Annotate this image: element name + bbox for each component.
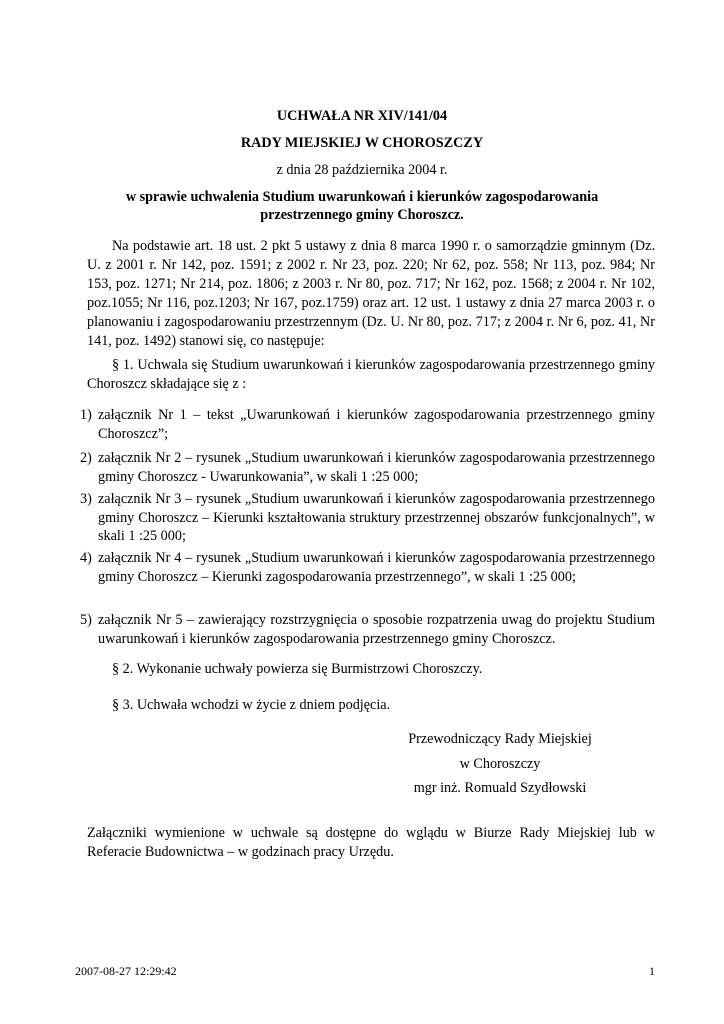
- section-2: § 2. Wykonanie uchwały powierza się Burmistrzowi Choroszczy.: [112, 661, 483, 677]
- list-item-text: załącznik Nr 2 – rysunek „Studium uwarunkowań i kierunków zagospodarowania przestrzennego gminy Choroszcz - Uwarunkowania”, w skali 1 :25 000;: [98, 450, 655, 485]
- section-3: § 3. Uchwała wchodzi w życie z dniem podjęcia.: [112, 697, 391, 713]
- subject-line-2: przestrzennego gminy Choroszcz.: [260, 207, 464, 223]
- list-item-text: załącznik Nr 5 – zawierający rozstrzygnięcia o sposobie rozpatrzenia uwag do projektu Studium uwarunkowań i kierunków zagospodarowania przestrzennego gminy Choroszcz.: [98, 612, 655, 647]
- list-item-number: 2): [80, 450, 92, 466]
- footer-timestamp: 2007-08-27 12:29:42: [75, 964, 177, 978]
- list-item-text: załącznik Nr 3 – rysunek „Studium uwarunkowań i kierunków zagospodarowania przestrzennego gminy Choroszcz – Kierunki kształtowania struktury przestrzennej obszarów funkcjonalnych”, w skali 1 :25 000;: [98, 491, 655, 544]
- list-item-text: załącznik Nr 4 – rysunek „Studium uwarunkowań i kierunków zagospodarowania przestrzennego gminy Choroszcz – Kierunki zagospodarowania przestrzennego”, w skali 1 :25 000;: [98, 550, 655, 585]
- list-item: [80, 611, 655, 648]
- section-1: § 1. Uchwala się Studium uwarunkowań i kierunków zagospodarowania przestrzennego gminy Choroszcz składające się z :: [87, 357, 655, 392]
- list-item: [80, 490, 655, 546]
- signature-name: mgr inż. Romuald Szydłowski: [413, 780, 587, 796]
- page-number: 1: [649, 964, 655, 978]
- resolution-title: UCHWAŁA NR XIV/141/04: [276, 108, 448, 124]
- list-item: [80, 406, 655, 443]
- list-item-number: 5): [80, 612, 92, 628]
- list-item-number: 3): [80, 491, 92, 507]
- subject-line-1: w sprawie uchwalenia Studium uwarunkowań i kierunków zagospodarowania: [125, 189, 599, 205]
- list-item-text: załącznik Nr 1 – tekst „Uwarunkowań i kierunków zagospodarowania przestrzennego gminy Choroszcz”;: [98, 407, 655, 442]
- resolution-date: z dnia 28 października 2004 r.: [276, 162, 448, 178]
- list-item: [80, 449, 655, 486]
- signature-place: w Choroszczy: [459, 756, 541, 772]
- attachments-note: Załączniki wymienione w uchwale są dostępne do wglądu w Biurze Rady Miejskiej lub w Referacie Budownictwa – w godzinach pracy Urzędu.: [87, 825, 655, 860]
- preamble: Na podstawie art. 18 ust. 2 pkt 5 ustawy z dnia 8 marca 1990 r. o samorządzie gminnym (Dz. U. z 2001 r. Nr 142, poz. 1591; z 2002 r. Nr 23, poz. 220; Nr 62, poz. 558; Nr 113, poz. 984; Nr 153, poz. 1271; Nr 214, poz. 1806; z 2003 r. Nr 80, poz. 717; Nr 162, poz. 1568; z 2004 r. Nr 102, poz.1055; Nr 116, poz.1203; Nr 167, poz.1759) oraz art. 12 ust. 1 ustawy z dnia 27 marca 2003 r. o planowaniu i zagospodarowaniu przestrzennym (Dz. U. Nr 80, poz. 717; z 2004 r. Nr 6, poz. 41, Nr 141, poz. 1492) stanowi się, co następuje:: [87, 238, 655, 349]
- council-name: RADY MIEJSKIEJ W CHOROSZCZY: [240, 135, 484, 151]
- list-item-number: 1): [80, 407, 92, 423]
- signature-title: Przewodniczący Rady Miejskiej: [408, 731, 592, 747]
- list-item: [80, 549, 655, 586]
- list-item-number: 4): [80, 550, 92, 566]
